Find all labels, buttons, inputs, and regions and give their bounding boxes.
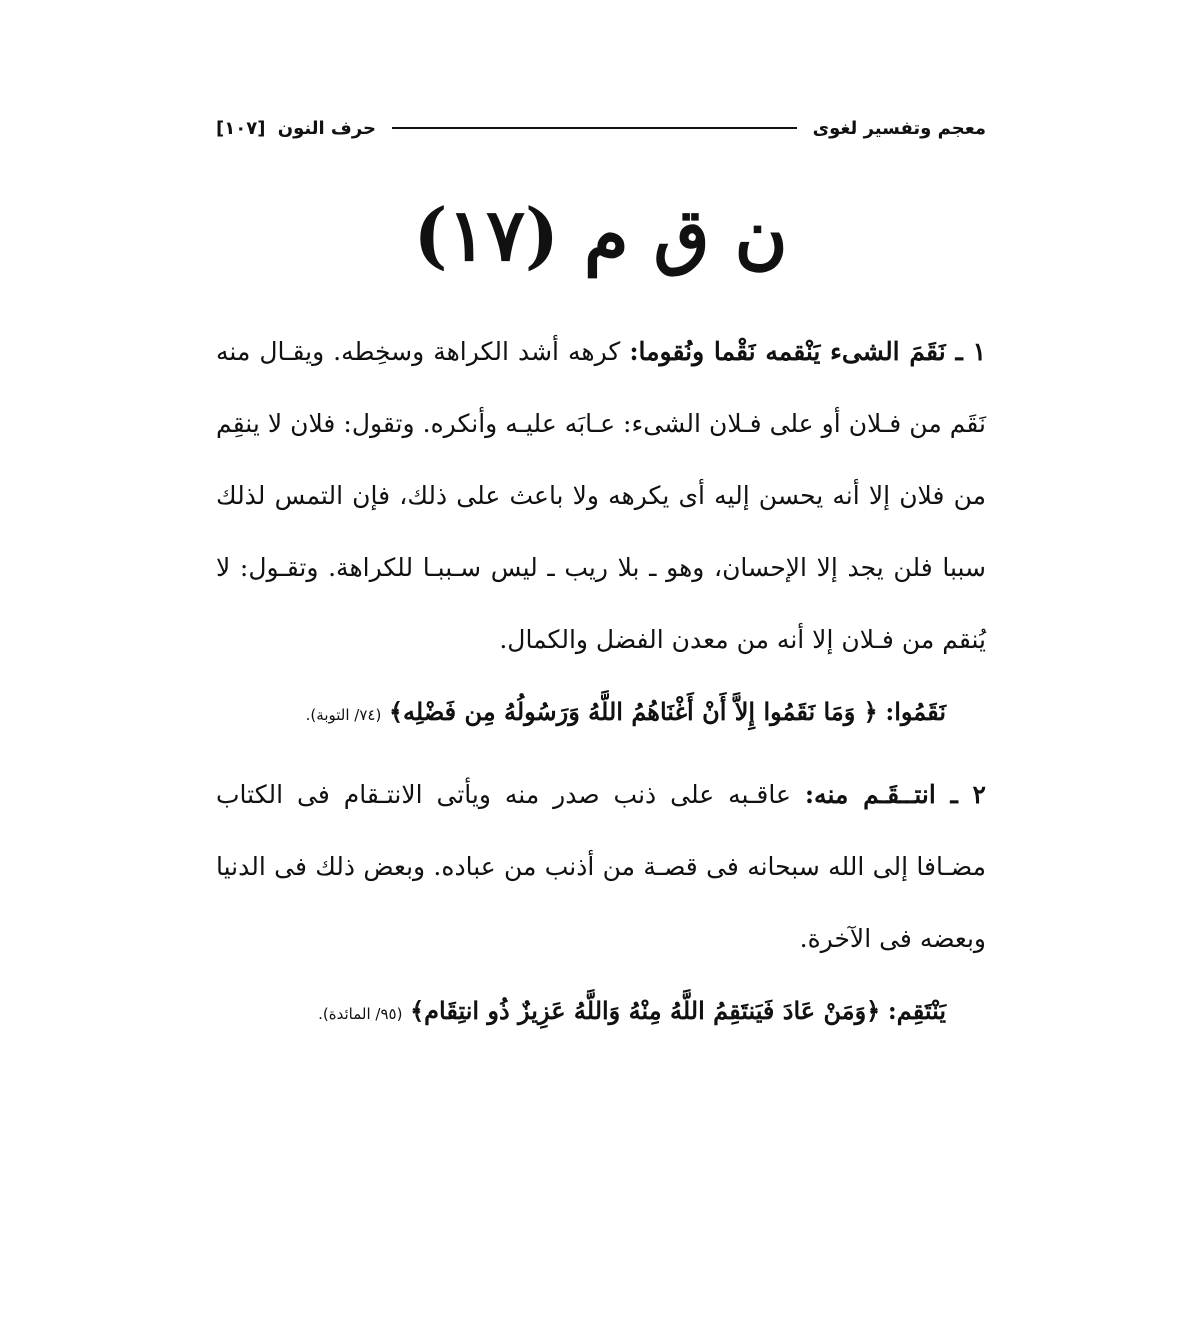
- running-header: [216, 112, 986, 144]
- page-number: [١٠٧]: [216, 117, 266, 139]
- section-2-quote-verse: ﴿وَمَنْ عَادَ فَيَنتَقِمُ اللَّهُ مِنْهُ وَاللَّهُ عَزِيزٌ ذُو انتِقَام﴾: [410, 996, 881, 1025]
- chapter-label-group: [216, 118, 376, 139]
- entry-body: [216, 316, 986, 1050]
- section-1-text: كرهه أشد الكراهة وسخِطه. ويقـال منه نَقَم من فـلان أو على فـلان الشىء: عـابَه عليـه وأنكره. وتقول: فلان لا ينقِم من فلان إلا أنه يحسن إليه أى يكرهه ولا باعث على ذلك، فإن التمس لذلك سببا فلن يجد إلا الإحسان، وهو ـ بلا ريب ـ ليس سـببـا للكراهة. وتقـول: لا يُنقم من فـلان إلا أنه من معدن الفضل والكمال.: [216, 337, 986, 654]
- entry-title: ن ق م (١٧): [413, 192, 788, 277]
- section-1-lead: ١ ـ نَقَمَ الشىء يَنْقمه نَقْما ونُقوما:: [629, 337, 986, 366]
- section-1-quote-verse: ﴿ وَمَا نَقَمُوا إِلاَّ أَنْ أَغْنَاهُمُ اللَّهُ وَرَسُولُهُ مِن فَضْلِه﴾: [388, 697, 878, 726]
- section-2-quote-ref: (٩٥/ المائدة).: [318, 1005, 403, 1023]
- book-title: معجم وتفسير لغوى: [812, 117, 986, 139]
- section-2-text: عاقـبه على ذنب صدر منه ويأتى الانتـقام فى الكتاب مضـافا إلى الله سبحانه فى قصـة من أذنب من عباده. وبعض ذلك فى الدنيا وبعضه فى الآخرة.: [216, 780, 986, 953]
- header-rule: [392, 127, 797, 129]
- section-1-quote-word: نَقَمُوا:: [885, 697, 946, 726]
- section-1-quote: [216, 676, 986, 751]
- section-2-lead: ٢ ـ انتــقَـم منه:: [804, 780, 986, 809]
- section-2-quote: [216, 975, 986, 1050]
- chapter-label: حرف النون: [277, 117, 376, 139]
- section-gap: [216, 751, 986, 759]
- section-1-quote-ref: (٧٤/ التوبة).: [305, 706, 382, 724]
- section-2-paragraph: [216, 759, 986, 975]
- section-2-quote-word: يَنْتَقِم:: [887, 996, 946, 1025]
- section-1-paragraph: [216, 316, 986, 676]
